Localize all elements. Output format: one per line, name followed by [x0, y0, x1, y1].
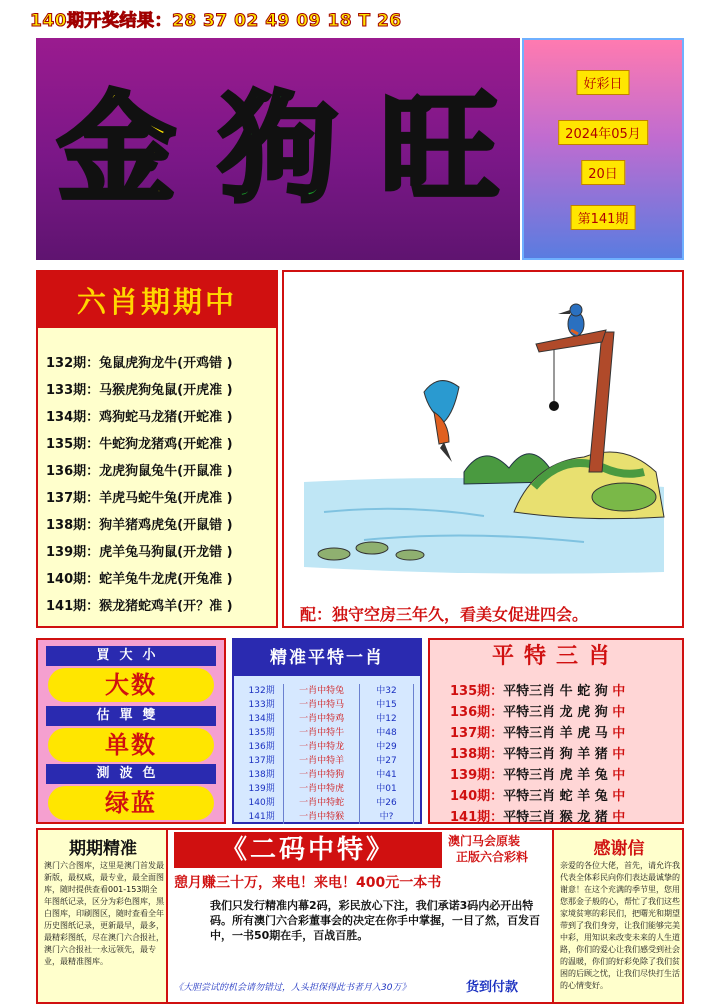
- three-zodiac-result: 中: [612, 705, 626, 720]
- table-cell-zodiac: 一肖中特虎: [284, 782, 360, 796]
- three-zodiac-result: 中: [612, 810, 626, 825]
- table-row: [240, 698, 414, 712]
- six-zodiac-row: 141期：猴龙猪蛇鸡羊(开？准 ): [46, 599, 233, 614]
- good-luck-day-tag: 好彩日: [576, 70, 629, 95]
- table-row: [240, 684, 414, 698]
- three-zodiac-row: [450, 764, 625, 783]
- title-char-gold: 金: [57, 79, 176, 218]
- table-cell-zodiac: 一肖中特马: [284, 698, 360, 712]
- slogan: 憩月赚三十万，来电！来电！400元一本书: [174, 875, 442, 891]
- guess-odd-even-value: 单数: [48, 728, 214, 762]
- three-zodiac-picks: 平特三肖 羊 虎 马: [503, 726, 613, 741]
- table-cell-result: 中?: [360, 810, 414, 824]
- table-cell-zodiac: 一肖中特猴: [284, 810, 360, 824]
- table-cell-zodiac: 一肖中特羊: [284, 754, 360, 768]
- promo-body: 我们只发行精准内幕2码，彩民放心下注，我们承诺3码内必开出特码。所有澳门六合彩董事会的决定在你手中掌握，一目了然，百发百中，一书50期在手，百战百胜。: [210, 899, 540, 942]
- bottom-ad-section: [36, 828, 684, 1004]
- three-zodiac-issue: 137期：: [450, 726, 504, 741]
- table-row: [240, 726, 414, 740]
- precise-one-zodiac-table: [232, 638, 422, 824]
- six-zodiac-title: 六肖期期中: [76, 284, 237, 319]
- table-cell-issue: 141期: [240, 810, 284, 824]
- six-zodiac-row: 132期：兔鼠虎狗龙牛(开鸡错 ): [46, 356, 233, 371]
- title-char-dog: 狗: [218, 79, 337, 218]
- table-cell-result: 中01: [360, 782, 414, 796]
- three-zodiac-row: [450, 806, 625, 825]
- illustration-svg: [284, 272, 682, 592]
- table-cell-issue: 132期: [240, 684, 284, 698]
- title-banner: [36, 38, 520, 260]
- table-row: [240, 782, 414, 796]
- date-box: [522, 38, 684, 260]
- three-zodiac-issue: 139期：: [450, 768, 504, 783]
- table-cell-zodiac: 一肖中特兔: [284, 684, 360, 698]
- three-zodiac-result: 中: [612, 747, 626, 762]
- table-row: [240, 768, 414, 782]
- day-label: 20日: [581, 160, 625, 185]
- guess-panel: [36, 638, 226, 824]
- thanks-body: 亲爱的各位大佬，首先，请允许我代表全体彩民向你们表达最诚挚的谢意！在这个充满的季节里，您用您那金子般的心，帮忙了我们这些家境贫寒的彩民们，把曙光和期望带到了我们身旁，让我们能够完美中彩，用知识来改变未来的人生道路，你们的爱心让我们感受到社会的温暖，你们的好彩免除了我们贫困的后顾之忧，让我们尽快打生活的心情变好。: [560, 861, 680, 990]
- promo-footnote: 《大胆尝试的机会请勿错过，人头担保得此书者月入30万》: [174, 983, 411, 993]
- six-zodiac-row: 138期：狗羊猪鸡虎兔(开鼠错 ): [46, 518, 233, 533]
- table-cell-result: 中41: [360, 768, 414, 782]
- qq-column: [38, 830, 168, 1002]
- three-zodiac-panel: [428, 638, 684, 824]
- three-zodiac-result: 中: [612, 726, 626, 741]
- issue-label: 第141期: [571, 205, 636, 230]
- guess-odd-even-label: 估單雙: [46, 706, 216, 726]
- three-zodiac-result: 中: [612, 789, 626, 804]
- six-zodiac-row: 134期：鸡狗蛇马龙猪(开蛇准 ): [46, 410, 233, 425]
- two-code-title: 《二码中特》: [174, 832, 442, 868]
- thanks-column: [552, 830, 682, 1002]
- three-zodiac-picks: 平特三肖 虎 羊 兔: [503, 768, 613, 783]
- table-cell-zodiac: 一肖中特鸡: [284, 712, 360, 726]
- thanks-title: 感谢信: [593, 839, 645, 859]
- guess-big-small-label: 買大小: [46, 646, 216, 666]
- cash-on-delivery-label: 货到付款: [466, 980, 519, 995]
- three-zodiac-picks: 平特三肖 猴 龙 猪: [503, 810, 613, 825]
- three-zodiac-issue: 135期：: [450, 684, 504, 699]
- six-zodiac-row: 133期：马猴虎狗兔鼠(开虎准 ): [46, 383, 233, 398]
- guess-color-label: 測波色: [46, 764, 216, 784]
- table-cell-issue: 135期: [240, 726, 284, 740]
- table-cell-result: 中32: [360, 684, 414, 698]
- table-cell-result: 中29: [360, 740, 414, 754]
- six-zodiac-row: 140期：蛇羊兔牛龙虎(开兔准 ): [46, 572, 233, 587]
- table-row: [240, 754, 414, 768]
- six-zodiac-panel: [36, 270, 278, 628]
- table-cell-issue: 134期: [240, 712, 284, 726]
- six-zodiac-title-bar: [38, 272, 276, 328]
- qq-title: 期期精准: [69, 839, 137, 859]
- table-cell-result: 中26: [360, 796, 414, 810]
- kingfisher-illustration: [282, 270, 684, 628]
- table-title: 精准平特一肖: [234, 640, 420, 676]
- table-row: [240, 810, 414, 824]
- table-row: [240, 712, 414, 726]
- three-zodiac-row: [450, 743, 625, 762]
- table-cell-issue: 133期: [240, 698, 284, 712]
- table-cell-zodiac: 一肖中特狗: [284, 768, 360, 782]
- three-zodiac-row: [450, 722, 625, 741]
- three-zodiac-issue: 140期：: [450, 789, 504, 804]
- three-zodiac-row: [450, 785, 625, 804]
- six-zodiac-row: 135期：牛蛇狗龙猪鸡(开蛇准 ): [46, 437, 233, 452]
- guess-color-value: 绿蓝: [48, 786, 214, 820]
- three-zodiac-issue: 141期：: [450, 810, 504, 825]
- three-zodiac-issue: 136期：: [450, 705, 504, 720]
- riddle-poem: 配：独守空房三年久，看美女促进四会。: [300, 605, 589, 624]
- three-zodiac-row: [450, 680, 625, 699]
- table-row: [240, 796, 414, 810]
- three-zodiac-title: 平特三肖: [430, 640, 682, 672]
- three-zodiac-issue: 138期：: [450, 747, 504, 762]
- genuine-lottery-label: 正版六合彩料: [456, 850, 529, 864]
- three-zodiac-picks: 平特三肖 牛 蛇 狗: [503, 684, 613, 699]
- qq-body: 澳门六合图库，这里是澳门首发最新版，最权威，最专业，最全面图库，随时提供查看001-153期全年图纸记录，区分为彩色图库，黑白图库，印刷图区，随时查看全年历史图纸记录，更新最早，最多，最精彩图纸，尽在澳门六合报社，澳门六合报社一永远领先，最专业，最精准图库。: [44, 861, 164, 966]
- table-cell-issue: 136期: [240, 740, 284, 754]
- three-zodiac-picks: 平特三肖 龙 虎 狗: [503, 705, 613, 720]
- table-cell-issue: 139期: [240, 782, 284, 796]
- table-cell-result: 中27: [360, 754, 414, 768]
- six-zodiac-row: 136期：龙虎狗鼠兔牛(开鼠准 ): [46, 464, 233, 479]
- two-code-center: [170, 830, 550, 1002]
- table-cell-issue: 138期: [240, 768, 284, 782]
- macau-original-label: 澳门马会原装: [448, 834, 521, 848]
- three-zodiac-picks: 平特三肖 蛇 羊 兔: [503, 789, 613, 804]
- guess-big-small-value: 大数: [48, 668, 214, 702]
- table-cell-zodiac: 一肖中特蛇: [284, 796, 360, 810]
- three-zodiac-result: 中: [612, 684, 626, 699]
- year-month-label: 2024年05月: [558, 120, 648, 145]
- table-row: [240, 740, 414, 754]
- table-cell-zodiac: 一肖中特牛: [284, 726, 360, 740]
- table-cell-result: 中15: [360, 698, 414, 712]
- table-cell-zodiac: 一肖中特龙: [284, 740, 360, 754]
- table-cell-result: 中48: [360, 726, 414, 740]
- title-char-prosper: 旺: [380, 79, 499, 218]
- table-cell-issue: 137期: [240, 754, 284, 768]
- draw-result-line: 140期开奖结果：28 37 02 49 09 18 T 26: [30, 11, 402, 31]
- table-cell-issue: 140期: [240, 796, 284, 810]
- six-zodiac-row: 137期：羊虎马蛇牛兔(开虎准 ): [46, 491, 233, 506]
- table-cell-result: 中12: [360, 712, 414, 726]
- three-zodiac-picks: 平特三肖 狗 羊 猪: [503, 747, 613, 762]
- three-zodiac-result: 中: [612, 768, 626, 783]
- three-zodiac-row: [450, 701, 625, 720]
- six-zodiac-row: 139期：虎羊兔马狗鼠(开龙错 ): [46, 545, 233, 560]
